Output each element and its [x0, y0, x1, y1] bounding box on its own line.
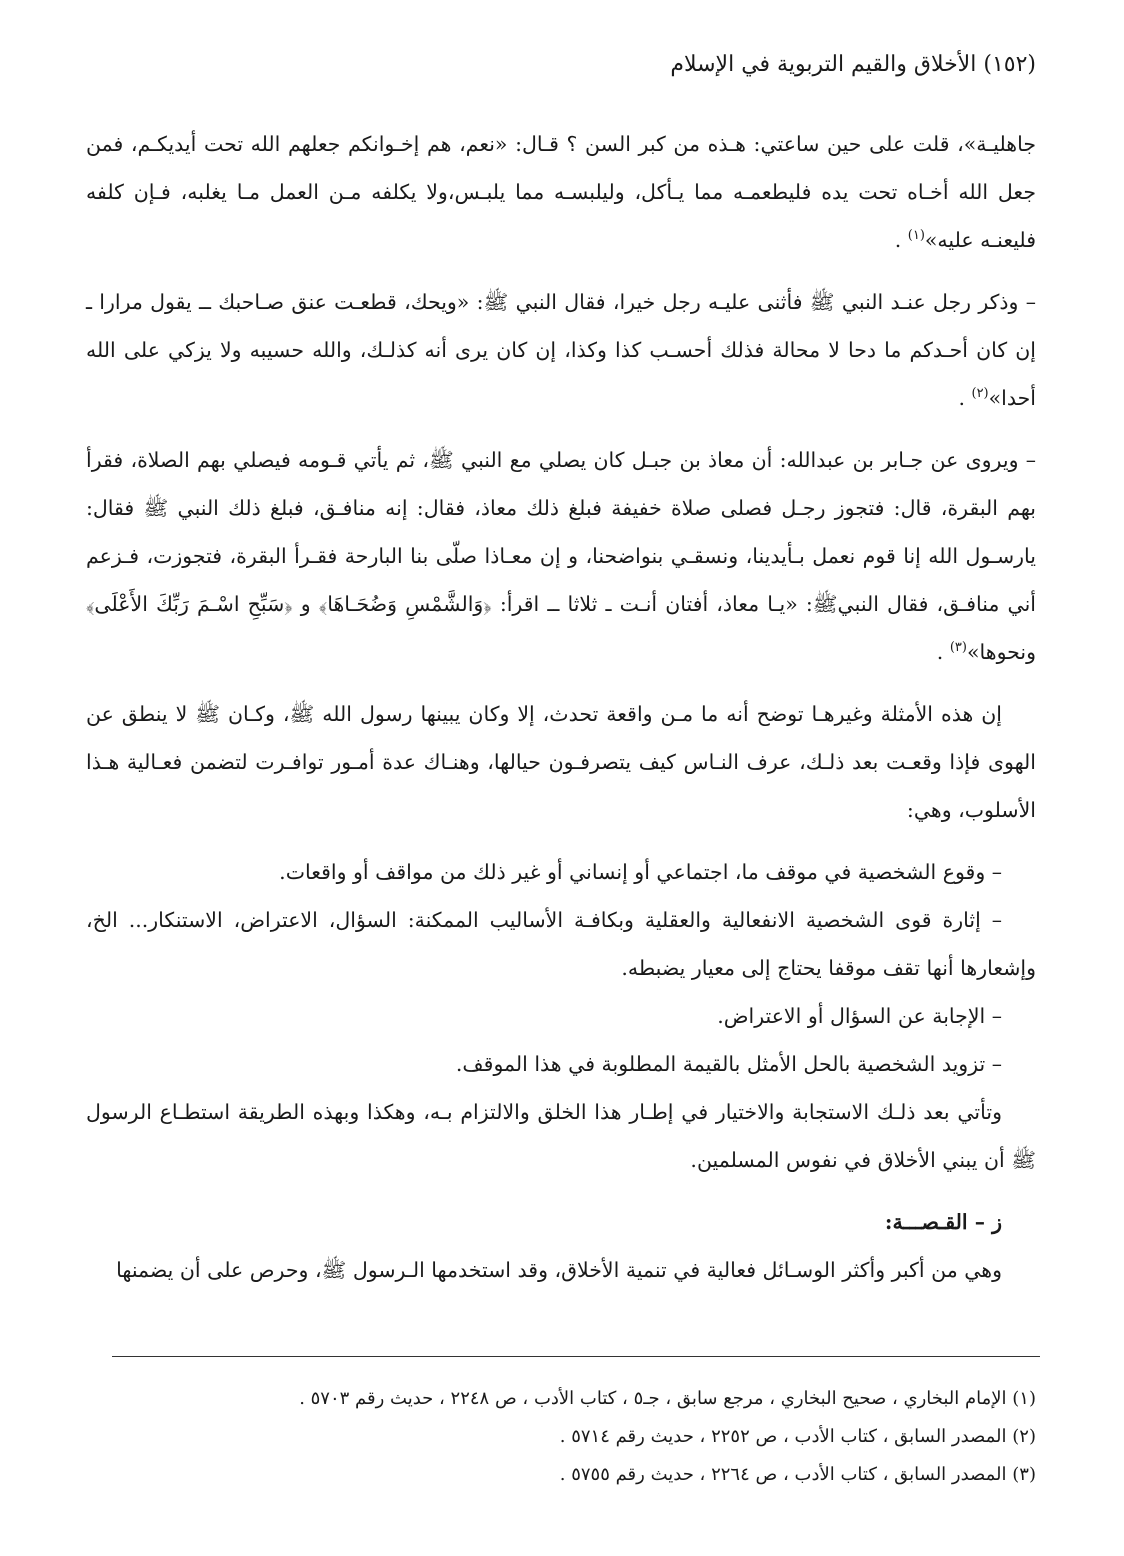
footnote-1: (١) الإمام البخاري ، صحيح البخاري ، مرجع سابق ، جـ٥ ، كتاب الأدب ، ص ٢٢٤٨ ، حديث رقم ٥٧٠٣ . — [299, 1388, 1036, 1409]
section-heading: ز – القـصـــة: — [884, 1210, 1002, 1234]
list-item: – إثارة قوى الشخصية الانفعالية والعقلية وبكافـة الأساليب الممكنة: السؤال، الاعتراض، الاستنكار... الخ، وإشعارها أنها تقف موقفا يحتاج إلى معيار يضبطه. — [86, 908, 1036, 980]
main-text — [86, 120, 1036, 1308]
paragraph-conclusion: وتأتي بعد ذلـك الاستجابة والاختيار في إطـار هذا الخلق والالتزام بـه، وهكذا وبهذه الطريقة استطـاع الرسول ﷺ أن يبني الأخلاق في نفوس المسلمين. — [86, 1100, 1036, 1172]
paragraph-story: وهي من أكبر وأكثر الوسـائل فعالية في تنمية الأخلاق، وقد استخدمها الـرسول ﷺ، وحرص على أن يضمنها — [116, 1258, 1002, 1282]
footnote-3: (٣) المصدر السابق ، كتاب الأدب ، ص ٢٢٦٤ ، حديث رقم ٥٧٥٥ . — [559, 1464, 1036, 1485]
footnote-ref-3: (٣) — [949, 640, 967, 656]
footnotes — [86, 1380, 1036, 1494]
running-title: الأخلاق والقيم التربوية في الإسلام — [670, 52, 977, 77]
list-item: – الإجابة عن السؤال أو الاعتراض. — [717, 1004, 1002, 1028]
footnote-ref-1: (١) — [907, 228, 925, 244]
list-item: – وقوع الشخصية في موقف ما، اجتماعي أو إنساني أو غير ذلك من مواقف أو واقعات. — [279, 860, 1002, 884]
footnote-ref-2: (٢) — [971, 386, 989, 402]
page-number: (١٥٢) — [983, 52, 1036, 77]
paragraph-hadith-3: – ويروى عن جـابر بن عبدالله: أن معاذ بن جبـل كان يصلي مع النبي ﷺ، ثم يأتي قـومه فيصلي بهم الصلاة، فقرأ بهم البقرة، قال: فتجوز رجـل فصلى صلاة خفيفة فبلغ ذلك معاذ، فقال: إنه منافـق، فبلغ ذلك النبي ﷺ فقال: يارسـول الله إنا قوم نعمل بـأيدينا، ونسقـي بنواضحنا، و إن معـاذا صلّى بنا البارحة فقـرأ البقرة، فتجوزت، فـزعم أني منافـق، فقال النبيﷺ: «يـا معاذ، أفتان أنـت ـ ثلاثا ــ اقرأ: ﴿وَالشَّمْسِ وَضُحَـاهَا﴾ و ﴿سَبِّحِ اسْـمَ رَبِّكَ الأَعْلَى﴾ ونحوها»$^{(٣)}$ . — [86, 448, 1036, 664]
paragraph-hadith-1: جاهليـة»، قلت على حين ساعتي: هـذه من كبر السن ؟ قـال: «نعم، هم إخـوانكم جعلهم الله تحت أيديكـم، فمن جعل الله أخـاه تحت يده فليطعمـه مما يـأكل، وليلبسـه مما يلبـس،ولا يكلفه مـن العمل مـا يغلبه، فـإن كلفه فليعنـه عليه»$^{(١)}$ . — [86, 132, 1036, 252]
list-item: – تزويد الشخصية بالحل الأمثل بالقيمة المطلوبة في هذا الموقف. — [455, 1052, 1002, 1076]
footnote-2: (٢) المصدر السابق ، كتاب الأدب ، ص ٢٢٥٢ ، حديث رقم ٥٧١٤ . — [559, 1426, 1036, 1447]
paragraph-analysis: إن هذه الأمثلة وغيرهـا توضح أنه ما مـن واقعة تحدث، إلا وكان يبينها رسول الله ﷺ، وكـان ﷺ لا ينطق عن الهوى فإذا وقعـت بعد ذلـك، عرف النـاس كيف يتصرفـون حيالها، وهنـاك عدة أمـور توافـرت لتضمن فعـالية هـذا الأسلوب، وهي: — [86, 702, 1036, 822]
page-header — [86, 52, 1036, 77]
paragraph-hadith-2: – وذكر رجل عنـد النبي ﷺ فأثنى عليـه رجل خيرا، فقال النبي ﷺ: «ويحك، قطعـت عنق صـاحبك ــ يقول مرارا ـ إن كان أحـدكم ما دحا لا محالة فذلك أحسـب كذا وكذا، إن كان يرى أنه كذلـك، والله حسيبه ولا يزكي على الله أحدا»$^{(٢)}$ . — [86, 290, 1036, 410]
footnote-divider — [112, 1356, 1040, 1357]
